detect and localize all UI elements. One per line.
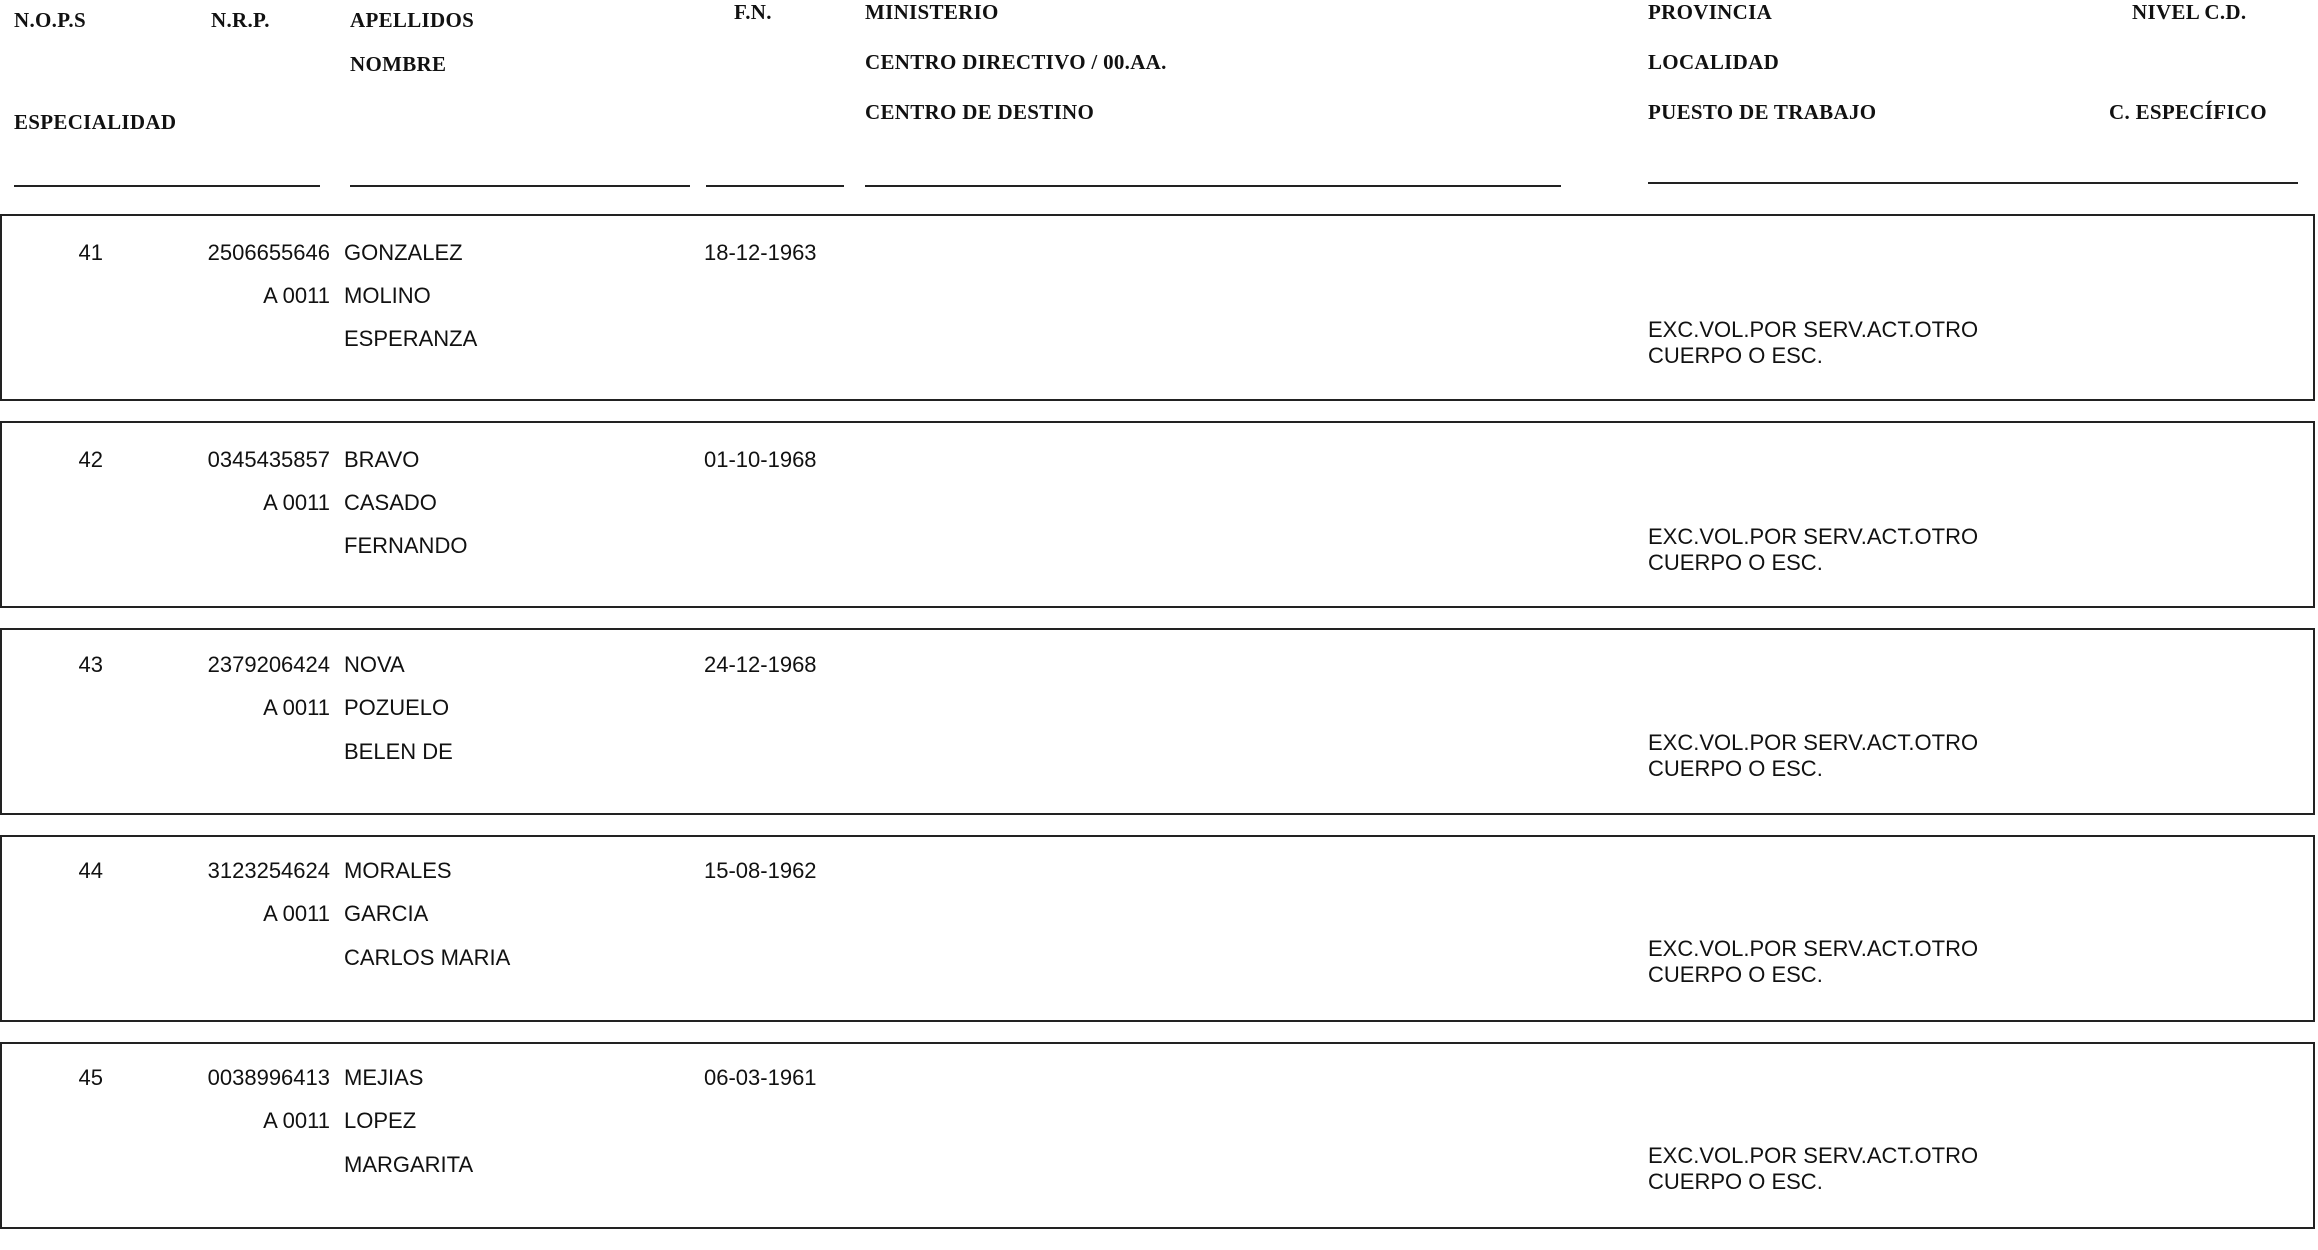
record-apellido-2: POZUELO: [344, 695, 450, 720]
record-fecha-nacimiento: 24-12-1968: [704, 652, 817, 677]
header-rule-fn: [706, 185, 844, 187]
record-puesto-line-1: EXC.VOL.POR SERV.ACT.OTRO: [1648, 936, 1979, 961]
record-puesto-line-2: CUERPO O ESC.: [1648, 343, 1823, 368]
record-apellido-1: MEJIAS: [344, 1065, 424, 1090]
record-nops: 43: [78, 652, 103, 677]
record-puesto-line-1: EXC.VOL.POR SERV.ACT.OTRO: [1648, 524, 1979, 549]
record-puesto-line-1: EXC.VOL.POR SERV.ACT.OTRO: [1648, 317, 1979, 342]
header-rule-nombre: [350, 185, 690, 187]
header-centro-directivo: CENTRO DIRECTIVO / 00.AA.: [865, 50, 1167, 74]
record-especialidad: A 0011: [263, 1108, 330, 1133]
record-nops: 41: [78, 240, 103, 265]
record-row: [0, 1042, 2315, 1229]
record-apellido-2: GARCIA: [344, 901, 429, 926]
header-centro-destino: CENTRO DE DESTINO: [865, 100, 1095, 124]
header-rule-especialidad: [14, 185, 320, 187]
record-apellido-1: NOVA: [344, 652, 405, 677]
record-apellido-1: BRAVO: [344, 447, 420, 472]
header-ministerio: MINISTERIO: [865, 0, 999, 24]
record-nombre: CARLOS MARIA: [344, 945, 511, 970]
record-especialidad: A 0011: [263, 490, 330, 515]
record-especialidad: A 0011: [263, 283, 330, 308]
record-row: [0, 421, 2315, 608]
header-localidad: LOCALIDAD: [1648, 50, 1780, 74]
header-provincia: PROVINCIA: [1648, 0, 1773, 24]
record-nrp: 3123254624: [207, 858, 330, 883]
record-fecha-nacimiento: 18-12-1963: [704, 240, 817, 265]
header-nops: N.O.P.S: [14, 8, 86, 32]
header-nrp: N.R.P.: [211, 8, 270, 32]
record-nrp: 2506655646: [207, 240, 330, 265]
record-puesto-line-2: CUERPO O ESC.: [1648, 1169, 1823, 1194]
record-row: [0, 835, 2315, 1022]
header-apellidos: APELLIDOS: [350, 8, 475, 32]
record-puesto-line-2: CUERPO O ESC.: [1648, 962, 1823, 987]
record-row: [0, 214, 2315, 401]
record-fecha-nacimiento: 01-10-1968: [704, 447, 817, 472]
record-nombre: BELEN DE: [344, 739, 453, 764]
record-nombre: FERNANDO: [344, 533, 468, 558]
header-fn: F.N.: [734, 0, 772, 24]
record-nops: 44: [78, 858, 103, 883]
record-apellido-1: MORALES: [344, 858, 452, 883]
record-apellido-1: GONZALEZ: [344, 240, 463, 265]
record-fecha-nacimiento: 06-03-1961: [704, 1065, 817, 1090]
record-nombre: MARGARITA: [344, 1152, 474, 1177]
record-puesto-line-1: EXC.VOL.POR SERV.ACT.OTRO: [1648, 1143, 1979, 1168]
record-puesto-line-1: EXC.VOL.POR SERV.ACT.OTRO: [1648, 730, 1979, 755]
record-especialidad: A 0011: [263, 901, 330, 926]
header-c-especifico: C. ESPECÍFICO: [2109, 100, 2267, 124]
record-puesto-line-2: CUERPO O ESC.: [1648, 756, 1823, 781]
header-rule-destino: [865, 185, 1561, 187]
record-row: [0, 628, 2315, 815]
record-apellido-2: CASADO: [344, 490, 437, 515]
record-fecha-nacimiento: 15-08-1962: [704, 858, 817, 883]
record-puesto-line-2: CUERPO O ESC.: [1648, 550, 1823, 575]
record-nops: 42: [78, 447, 103, 472]
header-nombre: NOMBRE: [350, 52, 447, 76]
header-rule-puesto: [1648, 182, 2298, 184]
header-puesto: PUESTO DE TRABAJO: [1648, 100, 1877, 124]
record-nrp: 2379206424: [207, 652, 330, 677]
record-nombre: ESPERANZA: [344, 326, 478, 351]
record-nrp: 0038996413: [207, 1065, 330, 1090]
header-especialidad: ESPECIALIDAD: [14, 110, 177, 134]
record-nrp: 0345435857: [207, 447, 330, 472]
record-nops: 45: [78, 1065, 103, 1090]
header-nivel-cd: NIVEL C.D.: [2132, 0, 2247, 24]
record-especialidad: A 0011: [263, 695, 330, 720]
record-apellido-2: MOLINO: [344, 283, 431, 308]
record-apellido-2: LOPEZ: [344, 1108, 417, 1133]
